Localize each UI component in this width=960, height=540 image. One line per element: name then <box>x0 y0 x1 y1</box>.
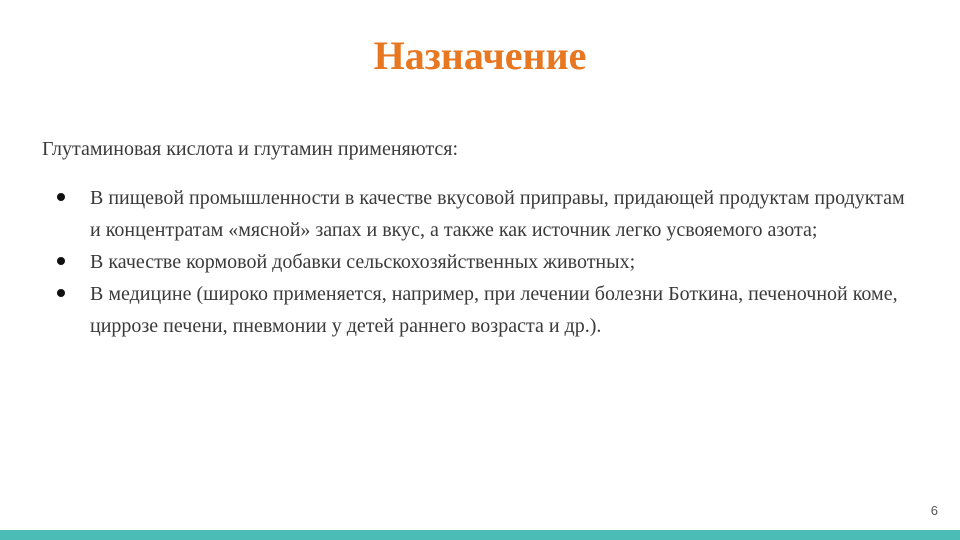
page-number: 6 <box>930 503 938 518</box>
bullet-text: В качестве кормовой добавки сельскохозяйственных животных; <box>90 251 636 273</box>
bullet-text: В пищевой промышленности в качестве вкусовой приправы, придающей продуктам продуктам и концентратам «мясной» запах и вкус, а также как источник легко усвояемого азота; <box>90 187 905 241</box>
bullet-list <box>42 182 912 342</box>
bullet-dot-icon <box>57 193 65 201</box>
bullet-item-medicine <box>42 278 912 342</box>
slide-title: Назначение <box>373 33 587 78</box>
bullet-text: В медицине (широко применяется, например, при лечении болезни Боткина, печеночной коме, циррозе печени, пневмонии у детей раннего возраста и др.). <box>90 283 898 337</box>
bullet-dot-icon <box>57 257 65 265</box>
bullet-dot-icon <box>57 289 65 297</box>
intro-text: Глутаминовая кислота и глутамин применяются: <box>42 138 459 160</box>
bullet-item-feed-additive <box>42 246 912 278</box>
bullet-item-food-industry <box>42 182 912 246</box>
bottom-accent-bar <box>0 530 960 540</box>
